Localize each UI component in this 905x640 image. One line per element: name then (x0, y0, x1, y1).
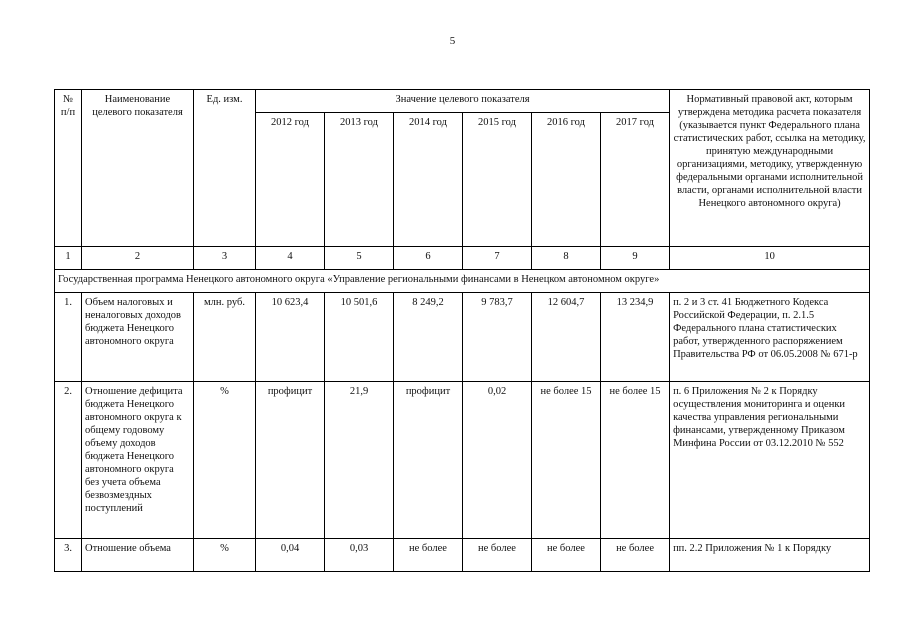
row-name: Отношение дефицита бюджета Ненецкого автономного округа к общему годовому объему доходов бюджета Ненецкого автономного округа без учета объема безвозмездных поступлений (82, 382, 194, 539)
program-row (55, 270, 870, 293)
header-unit: Ед. изм. (194, 90, 256, 247)
column-number: 10 (670, 247, 870, 270)
header-year: 2015 год (463, 113, 532, 247)
row-unit: % (194, 382, 256, 539)
header-year: 2017 год (601, 113, 670, 247)
row-act: п. 6 Приложения № 2 к Порядку осуществления мониторинга и оценки качества управления региональными финансами, утвержденному Приказом Минфина России от 03.12.2010 № 552 (670, 382, 870, 539)
column-number: 7 (463, 247, 532, 270)
row-value: не более 15 (532, 382, 601, 539)
row-value: 0,03 (325, 539, 394, 572)
header-year: 2013 год (325, 113, 394, 247)
header-year: 2012 год (256, 113, 325, 247)
row-value: 0,04 (256, 539, 325, 572)
row-value: 21,9 (325, 382, 394, 539)
row-act: п. 2 и 3 ст. 41 Бюджетного Кодекса Российской Федерации, п. 2.1.5 Федерального плана статистических работ, утвержденного распоряжением Правительства РФ от 06.05.2008 № 671-р (670, 293, 870, 382)
row-act: пп. 2.2 Приложения № 1 к Порядку (670, 539, 870, 572)
row-value: 8 249,2 (394, 293, 463, 382)
column-number: 5 (325, 247, 394, 270)
column-number: 8 (532, 247, 601, 270)
table-row (55, 539, 870, 572)
row-name: Отношение объема (82, 539, 194, 572)
row-name: Объем налоговых и неналоговых доходов бюджета Ненецкого автономного округа (82, 293, 194, 382)
column-number: 1 (55, 247, 82, 270)
program-title: Государственная программа Ненецкого автономного округа «Управление региональными финансами в Ненецком автономном округе» (55, 270, 870, 293)
column-number: 3 (194, 247, 256, 270)
column-number: 4 (256, 247, 325, 270)
header-num: № п/п (55, 90, 82, 247)
header-year: 2016 год (532, 113, 601, 247)
row-value: не более 15 (601, 382, 670, 539)
row-value: 12 604,7 (532, 293, 601, 382)
column-numbers-row (55, 247, 870, 270)
table-row (55, 382, 870, 539)
header-year: 2014 год (394, 113, 463, 247)
row-value: не более (532, 539, 601, 572)
row-value: 13 234,9 (601, 293, 670, 382)
header-row (55, 90, 870, 113)
table-row (55, 293, 870, 382)
row-value: не более (394, 539, 463, 572)
row-unit: % (194, 539, 256, 572)
page-number: 5 (449, 35, 456, 47)
row-value: 10 501,6 (325, 293, 394, 382)
row-num: 1. (55, 293, 82, 382)
row-num: 2. (55, 382, 82, 539)
column-number: 6 (394, 247, 463, 270)
row-unit: млн. руб. (194, 293, 256, 382)
row-value: не более (601, 539, 670, 572)
row-value: профицит (394, 382, 463, 539)
header-name: Наименование целевого показателя (82, 90, 194, 247)
row-value: 0,02 (463, 382, 532, 539)
column-number: 9 (601, 247, 670, 270)
column-number: 2 (82, 247, 194, 270)
row-value: 9 783,7 (463, 293, 532, 382)
row-value: 10 623,4 (256, 293, 325, 382)
header-act: Нормативный правовой акт, которым утверждена методика расчета показателя (указывается пункт Федерального плана статистических работ, ссылка на методику, принятую международными организациями, методику, утвержденную федеральными органами исполнительной власти, органами исполнительной власти Ненецкого автономного округа) (670, 90, 870, 247)
header-values-group: Значение целевого показателя (256, 90, 670, 113)
row-value: не более (463, 539, 532, 572)
row-num: 3. (55, 539, 82, 572)
row-value: профицит (256, 382, 325, 539)
target-indicators-table (54, 89, 870, 572)
